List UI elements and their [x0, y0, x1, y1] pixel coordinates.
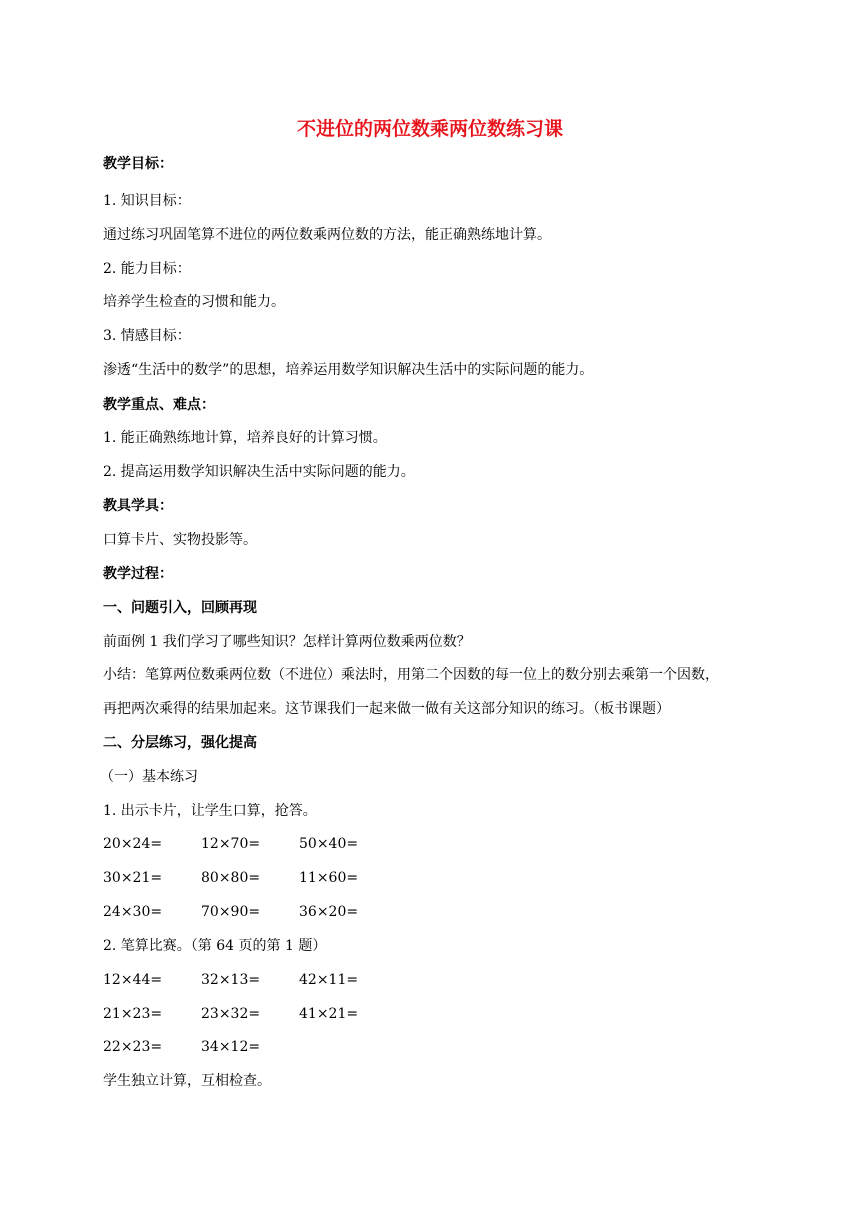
- goal1-label: 1. 知识目标：: [103, 193, 191, 209]
- key-point-1: 1. 能正确熟练地计算，培养良好的计算习惯。: [103, 430, 387, 446]
- exercise-item: 12×44=: [103, 972, 163, 988]
- section1-heading: 一、问题引入，回顾再现: [103, 600, 257, 616]
- exercise1-row: [103, 834, 397, 854]
- exercise-item: 36×20=: [299, 904, 359, 920]
- exercise-item: 12×70=: [201, 836, 261, 852]
- sub1-heading: （一）基本练习: [100, 769, 198, 785]
- exercise-item: 30×21=: [103, 870, 163, 886]
- exercise-item: 23×32=: [201, 1006, 261, 1022]
- exercise-item: 80×80=: [201, 870, 261, 886]
- section1-summary-line1: 小结：笔算两位数乘两位数（不进位）乘法时，用第二个因数的每一位上的数分别去乘第一个因数，: [103, 667, 719, 683]
- goal3-label: 3. 情感目标：: [103, 328, 191, 344]
- exercise-item: 50×40=: [299, 836, 359, 852]
- exercise2-note: 学生独立计算，互相检查。: [103, 1073, 271, 1089]
- goal1-text: 通过练习巩固笔算不进位的两位数乘两位数的方法，能正确熟练地计算。: [103, 227, 551, 243]
- exercise2-label: 2. 笔算比赛。（第 64 页的第 1 题）: [103, 938, 327, 954]
- exercise2-row: [103, 970, 397, 990]
- section1-question: 前面例 1 我们学习了哪些知识？怎样计算两位数乘两位数？: [103, 634, 471, 650]
- exercise-item: 11×60=: [299, 870, 359, 886]
- exercise-item: 22×23=: [103, 1039, 163, 1055]
- exercise-item: 21×23=: [103, 1006, 163, 1022]
- key-point-2: 2. 提高运用数学知识解决生活中实际问题的能力。: [103, 464, 415, 480]
- section1-summary-line2: 再把两次乘得的结果加起来。这节课我们一起来做一做有关这部分知识的练习。（板书课题）: [103, 701, 670, 717]
- goals-heading: 教学目标：: [103, 156, 173, 172]
- exercise-item: 42×11=: [299, 972, 359, 988]
- process-heading: 教学过程：: [103, 566, 173, 582]
- exercise-item: 32×13=: [201, 972, 261, 988]
- exercise-item: 20×24=: [103, 836, 163, 852]
- exercise1-label: 1. 出示卡片，让学生口算，抢答。: [103, 803, 317, 819]
- section2-heading: 二、分层练习，强化提高: [103, 735, 257, 751]
- goal3-text: 渗透“生活中的数学”的思想，培养运用数学知识解决生活中的实际问题的能力。: [103, 362, 594, 378]
- exercise-item: 41×21=: [299, 1006, 359, 1022]
- tools-heading: 教具学具：: [103, 498, 173, 514]
- goal2-text: 培养学生检查的习惯和能力。: [103, 294, 285, 310]
- exercise-item: 70×90=: [201, 904, 261, 920]
- exercise2-row: [103, 1004, 397, 1024]
- tools-text: 口算卡片、实物投影等。: [103, 532, 257, 548]
- exercise-item: 34×12=: [201, 1039, 261, 1055]
- exercise1-row: [103, 902, 397, 922]
- exercise2-row: [103, 1037, 299, 1057]
- exercise-item: 24×30=: [103, 904, 163, 920]
- page-title: 不进位的两位数乘两位数练习课: [296, 118, 563, 140]
- exercise1-row: [103, 868, 397, 888]
- goal2-label: 2. 能力目标：: [103, 261, 191, 277]
- key-heading: 教学重点、难点：: [103, 397, 215, 413]
